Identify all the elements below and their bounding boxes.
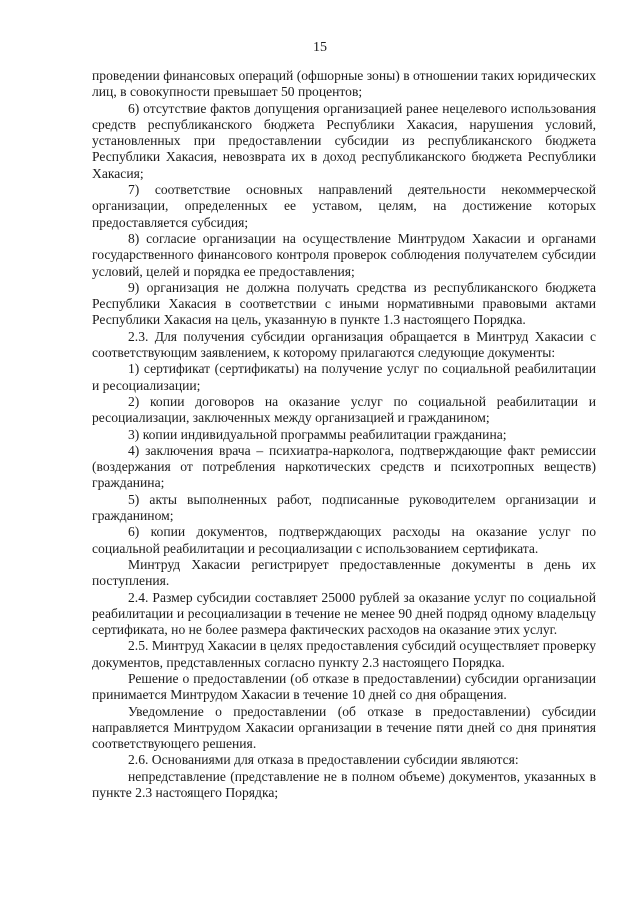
paragraph: 7) соответствие основных направлений деятельности некоммерческой организации, определенных ее уставом, целям, на достижение которых предоставляется субсидия; bbox=[92, 182, 596, 230]
paragraph: 8) согласие организации на осуществление Минтрудом Хакасии и органами государственного финансового контроля проверок соблюдения получателем субсидии условий, целей и порядка ее предоставления; bbox=[92, 230, 596, 279]
paragraph: 2.4. Размер субсидии составляет 25000 рублей за оказание услуг по социальной реабилитации и ресоциализации в течение не менее 90 дней подряд одному владельцу сертификата, но не более размера фактических расходов на оказание этих услуг. bbox=[92, 589, 596, 638]
paragraph: 5) акты выполненных работ, подписанные руководителем организации и гражданином; bbox=[92, 491, 596, 524]
paragraph: Минтруд Хакасии регистрирует предоставленные документы в день их поступления. bbox=[92, 556, 596, 589]
paragraph: 3) копии индивидуальной программы реабилитации гражданина; bbox=[128, 426, 507, 442]
paragraph: 1) сертификат (сертификаты) на получение услуг по социальной реабилитации и ресоциализации; bbox=[92, 361, 596, 393]
paragraph: 2) копии договоров на оказание услуг по социальной реабилитации и ресоциализации, заключенных между организацией и гражданином; bbox=[92, 393, 596, 426]
paragraph: 6) копии документов, подтверждающих расходы на оказание услуг по социальной реабилитации и ресоциализации с использованием сертификата. bbox=[92, 524, 596, 556]
paragraph: 2.3. Для получения субсидии организация обращается в Минтруд Хакасии с соответствующим заявлением, к которому прилагаются следующие документы: bbox=[92, 328, 596, 361]
paragraph: 9) организация не должна получать средства из республиканского бюджета Республики Хакасия в соответствии с иными нормативными правовыми актами Республики Хакасия на цель, указанную в пункте 1.3 настоящего Порядка. bbox=[92, 279, 596, 328]
paragraph: Уведомление о предоставлении (об отказе в предоставлении) субсидии направляется Минтрудом Хакасии организации в течение пяти дней со дня принятия соответствующего решения. bbox=[92, 703, 596, 752]
paragraph: 4) заключения врача – психиатра-нарколога, подтверждающие факт ремиссии (воздержания от потребления наркотических средств и психотропных веществ) гражданина; bbox=[92, 442, 596, 491]
paragraph: 2.5. Минтруд Хакасии в целях предоставления субсидий осуществляет проверку документов, представленных согласно пункту 2.3 настоящего Порядка. bbox=[92, 638, 596, 670]
paragraph: Решение о предоставлении (об отказе в предоставлении) субсидии организации принимается Минтрудом Хакасии в течение 10 дней со дня обращения. bbox=[92, 670, 596, 703]
document-body bbox=[92, 68, 596, 801]
paragraph: проведении финансовых операций (офшорные зоны) в отношении таких юридических лиц, в совокупности превышает 50 процентов; bbox=[92, 68, 596, 100]
paragraph: 6) отсутствие фактов допущения организацией ранее нецелевого использования средств республиканского бюджета Республики Хакасия, нарушения условий, установленных при предоставлении субсидии из республиканского бюджета Республики Хакасия, невозврата их в доход республиканского бюджета Республики Хакасия; bbox=[92, 100, 596, 181]
paragraph: 2.6. Основаниями для отказа в предоставлении субсидии являются: bbox=[128, 752, 519, 768]
page-number: 15 bbox=[313, 40, 327, 55]
paragraph: непредставление (представление не в полном объеме) документов, указанных в пункте 2.3 настоящего Порядка; bbox=[92, 768, 596, 801]
